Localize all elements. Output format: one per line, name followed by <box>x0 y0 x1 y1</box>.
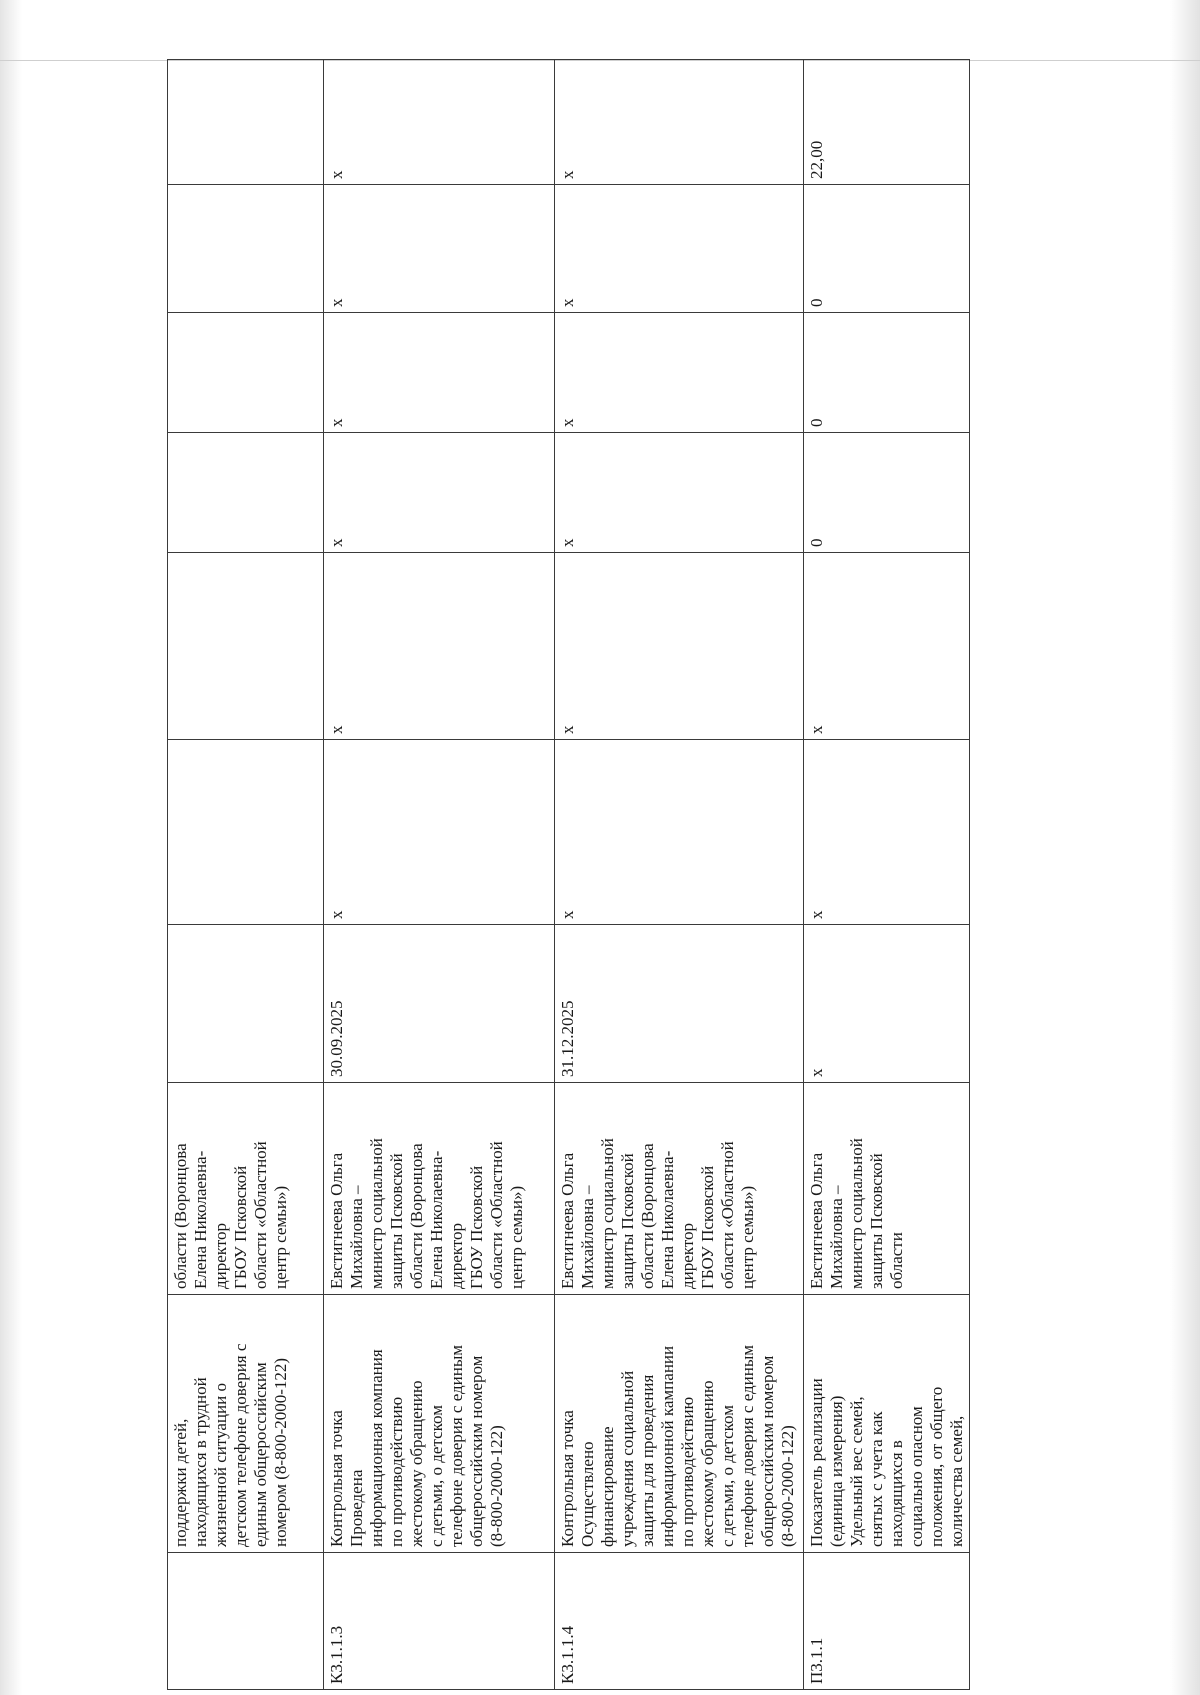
row-value-cell: x <box>324 433 555 553</box>
responsible-line: области (Воронцова <box>171 1143 190 1289</box>
responsible-line: ГБОУ Псковской <box>467 1165 486 1289</box>
name-line: количества семей, <box>947 1415 966 1547</box>
responsible-line: Елена Николаевна- <box>427 1150 446 1289</box>
name-line: по противодействию <box>387 1396 406 1547</box>
responsible-line: ГБОУ Псковской <box>698 1165 717 1289</box>
name-line: (единица измерения) <box>827 1395 846 1547</box>
name-line: Контрольная точка <box>327 1410 346 1547</box>
scan-edge-left <box>0 0 22 1695</box>
name-line: Осуществлено <box>578 1441 597 1547</box>
responsible-line: Евстигнеева Ольга <box>558 1152 577 1289</box>
responsible-line: защиты Псковской <box>867 1153 886 1289</box>
name-line: положения, от общего <box>927 1386 946 1547</box>
name-line: (8-800-2000-122) <box>778 1425 797 1547</box>
row-value-cell <box>168 433 324 553</box>
row-value-cell: 0 <box>804 433 970 553</box>
row-responsible-cell <box>804 1083 970 1295</box>
row-value-cell: 22,00 <box>804 60 970 185</box>
responsible-line: министр социальной <box>598 1138 617 1289</box>
name-line: жестокому обращению <box>407 1380 426 1547</box>
row-value-cell: x <box>324 60 555 185</box>
name-line: телефоне доверия с единым <box>447 1344 466 1547</box>
responsible-line: центр семьи») <box>507 1185 526 1289</box>
responsible-line: директор <box>678 1222 697 1289</box>
responsible-line: министр социальной <box>847 1138 866 1289</box>
name-line: (8-800-2000-122) <box>487 1425 506 1547</box>
row-value-cell <box>168 185 324 313</box>
row-name-cell <box>324 1295 555 1553</box>
responsible-line: центр семьи») <box>738 1185 757 1289</box>
table-row <box>804 60 970 1690</box>
responsible-line: защиты Псковской <box>618 1153 637 1289</box>
row-value-cell: 0 <box>804 185 970 313</box>
row-responsible-cell <box>168 1083 324 1295</box>
row-responsible-cell <box>555 1083 804 1295</box>
row-value-cell: x <box>555 185 804 313</box>
row-value-cell: x <box>555 740 804 925</box>
row-value-cell: x <box>324 185 555 313</box>
row-value-cell: x <box>555 60 804 185</box>
name-line: Проведена <box>347 1469 366 1547</box>
responsible-line: директор <box>211 1222 230 1289</box>
row-name-cell <box>804 1295 970 1553</box>
row-date-cell: 31.12.2025 <box>555 925 804 1083</box>
name-line: жизненной ситуации о <box>211 1383 230 1547</box>
row-value-cell: x <box>555 433 804 553</box>
responsible-line: Михайловна – <box>347 1185 366 1289</box>
responsible-line: Михайловна – <box>827 1185 846 1289</box>
row-value-cell: x <box>804 553 970 740</box>
responsible-line: области <box>887 1232 906 1289</box>
row-name-cell <box>555 1295 804 1553</box>
row-date-cell <box>168 925 324 1083</box>
responsible-line: Елена Николаевна- <box>658 1150 677 1289</box>
name-line: учреждения социальной <box>618 1370 637 1547</box>
row-value-cell: x <box>324 313 555 433</box>
row-value-cell: x <box>555 313 804 433</box>
responsible-line: области (Воронцова <box>638 1143 657 1289</box>
name-line: находящихся в <box>887 1440 906 1547</box>
row-value-cell: x <box>324 553 555 740</box>
name-line: с детьми, о детском <box>718 1405 737 1547</box>
name-line: детском телефоне доверия с <box>231 1343 250 1547</box>
name-line: жестокому обращению <box>698 1380 717 1547</box>
responsible-line: области «Областной <box>487 1141 506 1289</box>
row-code-cell: К3.1.1.3 <box>324 1553 555 1690</box>
row-name-cell <box>168 1295 324 1553</box>
scan-edge-right <box>1170 0 1200 1695</box>
responsible-line: защиты Псковской <box>387 1153 406 1289</box>
row-value-cell <box>168 60 324 185</box>
row-code-cell: П3.1.1 <box>804 1553 970 1690</box>
name-line: единым общероссийским <box>251 1362 270 1547</box>
table-row <box>324 60 555 1690</box>
name-line: защиты для проведения <box>638 1374 657 1547</box>
responsible-line: Елена Николаевна- <box>191 1150 210 1289</box>
row-value-cell: x <box>555 553 804 740</box>
name-line: финансирование <box>598 1426 617 1547</box>
row-value-cell <box>168 313 324 433</box>
table-row <box>555 60 804 1690</box>
name-line: информационной кампании <box>658 1345 677 1547</box>
name-line: Показатель реализации <box>807 1378 826 1547</box>
name-line: социально опасном <box>907 1406 926 1547</box>
row-code-cell <box>168 1553 324 1690</box>
row-responsible-cell <box>324 1083 555 1295</box>
name-line: Удельный вес семей, <box>847 1396 866 1547</box>
name-line: поддержки детей, <box>171 1418 190 1547</box>
row-date-cell: 30.09.2025 <box>324 925 555 1083</box>
responsible-line: области «Областной <box>718 1141 737 1289</box>
row-value-cell: 0 <box>804 313 970 433</box>
row-date-cell: x <box>804 925 970 1083</box>
responsible-line: директор <box>447 1222 466 1289</box>
row-code-cell: К3.1.1.4 <box>555 1553 804 1690</box>
plan-table <box>167 59 970 1690</box>
rotated-document-sheet <box>167 60 1087 1690</box>
responsible-line: области (Воронцова <box>407 1143 426 1289</box>
name-line: с детьми, о детском <box>427 1405 446 1547</box>
responsible-line: Михайловна – <box>578 1185 597 1289</box>
responsible-line: ГБОУ Псковской <box>231 1165 250 1289</box>
responsible-line: министр социальной <box>367 1138 386 1289</box>
name-line: общероссийским номером <box>467 1355 486 1547</box>
name-line: номером (8-800-2000-122) <box>271 1357 290 1547</box>
name-line: общероссийским номером <box>758 1355 777 1547</box>
table-body <box>168 60 970 1690</box>
name-line: Контрольная точка <box>558 1410 577 1547</box>
name-line: находящихся в трудной <box>191 1377 210 1547</box>
responsible-line: Евстигнеева Ольга <box>807 1152 826 1289</box>
responsible-line: Евстигнеева Ольга <box>327 1152 346 1289</box>
name-line: снятых с учета как <box>867 1411 886 1547</box>
name-line: телефоне доверия с единым <box>738 1344 757 1547</box>
table-row <box>168 60 324 1690</box>
responsible-line: центр семьи») <box>271 1185 290 1289</box>
row-value-cell: x <box>804 740 970 925</box>
row-value-cell: x <box>324 740 555 925</box>
row-value-cell <box>168 553 324 740</box>
row-value-cell <box>168 740 324 925</box>
responsible-line: области «Областной <box>251 1141 270 1289</box>
name-line: информационная компания <box>367 1349 386 1547</box>
name-line: по противодействию <box>678 1396 697 1547</box>
